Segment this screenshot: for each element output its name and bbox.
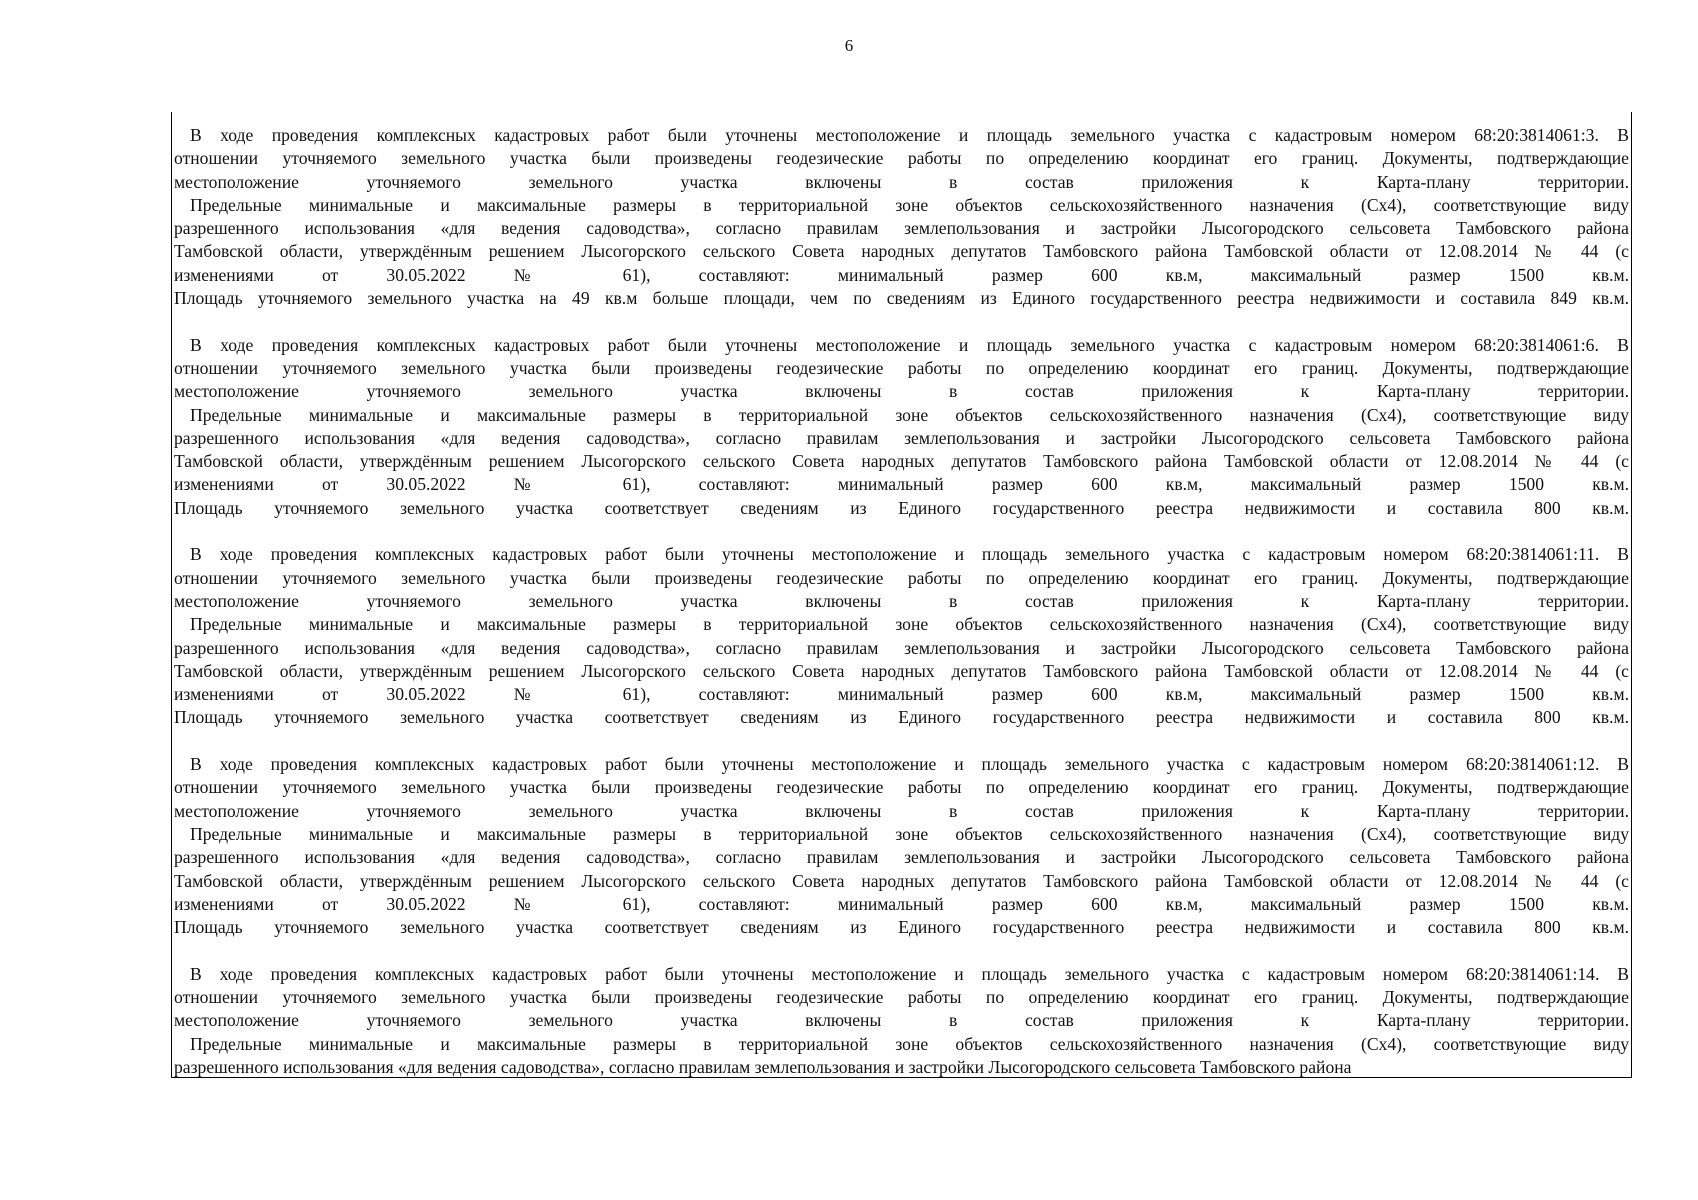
paragraph-line: Площадь уточняемого земельного участка соответствует сведениям из Единого государственного реестра недвижимости и составила 800 кв.м.	[174, 707, 1629, 728]
paragraph-line: местоположение уточняемого земельного участка включены в состав приложения к Карта-плану территории.	[174, 590, 1629, 611]
paragraph-line: отношении уточняемого земельного участка были произведены геодезические работы по определению координат его границ. Документы, подтверждающие	[174, 986, 1629, 1007]
paragraph-line: Тамбовской области, утверждённым решением Лысогорского сельского Совета народных депутатов Тамбовского района Тамбовской области от 12.08.2014 № 44 (с	[174, 451, 1629, 472]
paragraph-line: разрешенного использования «для ведения садоводства», согласно правилам землепользования и застройки Лысогородского сельсовета Тамбовского района	[174, 218, 1629, 239]
paragraph-line: Предельные минимальные и максимальные размеры в территориальной зоне объектов сельскохозяйственного назначения (Сх4), соответствующие виду	[190, 1033, 1629, 1054]
paragraph-line: Тамбовской области, утверждённым решением Лысогорского сельского Совета народных депутатов Тамбовского района Тамбовской области от 12.08.2014 № 44 (с	[174, 660, 1629, 681]
paragraph-line: местоположение уточняемого земельного участка включены в состав приложения к Карта-плану территории.	[174, 800, 1629, 821]
paragraph-line: В ходе проведения комплексных кадастровых работ были уточнены местоположение и площадь земельного участка с кадастровым номером 68:20:3814061:6. В	[190, 334, 1629, 355]
paragraph-line: разрешенного использования «для ведения садоводства», согласно правилам землепользования и застройки Лысогородского сельсовета Тамбовского района	[174, 427, 1629, 448]
paragraph-line: местоположение уточняемого земельного участка включены в состав приложения к Карта-плану территории.	[174, 381, 1629, 402]
paragraph-line: отношении уточняемого земельного участка были произведены геодезические работы по определению координат его границ. Документы, подтверждающие	[174, 357, 1629, 378]
paragraph-line: Предельные минимальные и максимальные размеры в территориальной зоне объектов сельскохозяйственного назначения (Сх4), соответствующие виду	[190, 614, 1629, 635]
paragraph-line: разрешенного использования «для ведения садоводства», согласно правилам землепользования и застройки Лысогородского сельсовета Тамбовского района	[174, 847, 1629, 868]
paragraph-line: Предельные минимальные и максимальные размеры в территориальной зоне объектов сельскохозяйственного назначения (Сх4), соответствующие виду	[190, 823, 1629, 844]
paragraph-line: местоположение уточняемого земельного участка включены в состав приложения к Карта-плану территории.	[174, 1010, 1629, 1031]
paragraph-line: местоположение уточняемого земельного участка включены в состав приложения к Карта-плану территории.	[174, 171, 1629, 192]
paragraph-line: Предельные минимальные и максимальные размеры в территориальной зоне объектов сельскохозяйственного назначения (Сх4), соответствующие виду	[190, 404, 1629, 425]
paragraph-line: изменениями от 30.05.2022 № 61), составляют: минимальный размер 600 кв.м, максимальный размер 1500 кв.м.	[174, 264, 1629, 285]
paragraph-line: В ходе проведения комплексных кадастровых работ были уточнены местоположение и площадь земельного участка с кадастровым номером 68:20:3814061:14. В	[190, 963, 1629, 984]
paragraph-parcel-6	[174, 334, 1629, 520]
paragraph-parcel-12	[174, 753, 1629, 939]
paragraph-line: Тамбовской области, утверждённым решением Лысогорского сельского Совета народных депутатов Тамбовского района Тамбовской области от 12.08.2014 № 44 (с	[174, 870, 1629, 891]
paragraph-line: В ходе проведения комплексных кадастровых работ были уточнены местоположение и площадь земельного участка с кадастровым номером 68:20:3814061:11. В	[190, 544, 1629, 565]
paragraph-line: отношении уточняемого земельного участка были произведены геодезические работы по определению координат его границ. Документы, подтверждающие	[174, 148, 1629, 169]
page-number: 6	[844, 36, 854, 55]
paragraph-line: отношении уточняемого земельного участка были произведены геодезические работы по определению координат его границ. Документы, подтверждающие	[174, 777, 1629, 798]
paragraph-line: разрешенного использования «для ведения садоводства», согласно правилам землепользования и застройки Лысогородского сельсовета Тамбовского района	[174, 1056, 1352, 1077]
paragraph-line: Предельные минимальные и максимальные размеры в территориальной зоне объектов сельскохозяйственного назначения (Сх4), соответствующие виду	[190, 194, 1629, 215]
paragraph-line: В ходе проведения комплексных кадастровых работ были уточнены местоположение и площадь земельного участка с кадастровым номером 68:20:3814061:12. В	[190, 754, 1629, 775]
paragraph-line: разрешенного использования «для ведения садоводства», согласно правилам землепользования и застройки Лысогородского сельсовета Тамбовского района	[174, 637, 1629, 658]
paragraph-line: изменениями от 30.05.2022 № 61), составляют: минимальный размер 600 кв.м, максимальный размер 1500 кв.м.	[174, 684, 1629, 705]
paragraph-line: отношении уточняемого земельного участка были произведены геодезические работы по определению координат его границ. Документы, подтверждающие	[174, 567, 1629, 588]
paragraph-parcel-11	[174, 543, 1629, 729]
paragraph-parcel-14	[174, 963, 1629, 1079]
paragraph-line: Тамбовской области, утверждённым решением Лысогорского сельского Совета народных депутатов Тамбовского района Тамбовской области от 12.08.2014 № 44 (с	[174, 241, 1629, 262]
paragraph-line: В ходе проведения комплексных кадастровых работ были уточнены местоположение и площадь земельного участка с кадастровым номером 68:20:3814061:3. В	[190, 125, 1629, 145]
paragraph-line: изменениями от 30.05.2022 № 61), составляют: минимальный размер 600 кв.м, максимальный размер 1500 кв.м.	[174, 474, 1629, 495]
paragraph-line: Площадь уточняемого земельного участка на 49 кв.м больше площади, чем по сведениям из Единого государственного реестра недвижимости и составила 849 кв.м.	[174, 288, 1629, 309]
document-body	[174, 124, 1629, 1102]
paragraph-line: Площадь уточняемого земельного участка соответствует сведениям из Единого государственного реестра недвижимости и составила 800 кв.м.	[174, 917, 1629, 938]
paragraph-line: Площадь уточняемого земельного участка соответствует сведениям из Единого государственного реестра недвижимости и составила 800 кв.м.	[174, 497, 1629, 518]
paragraph-line: изменениями от 30.05.2022 № 61), составляют: минимальный размер 600 кв.м, максимальный размер 1500 кв.м.	[174, 893, 1629, 914]
paragraph-parcel-3	[174, 124, 1629, 310]
